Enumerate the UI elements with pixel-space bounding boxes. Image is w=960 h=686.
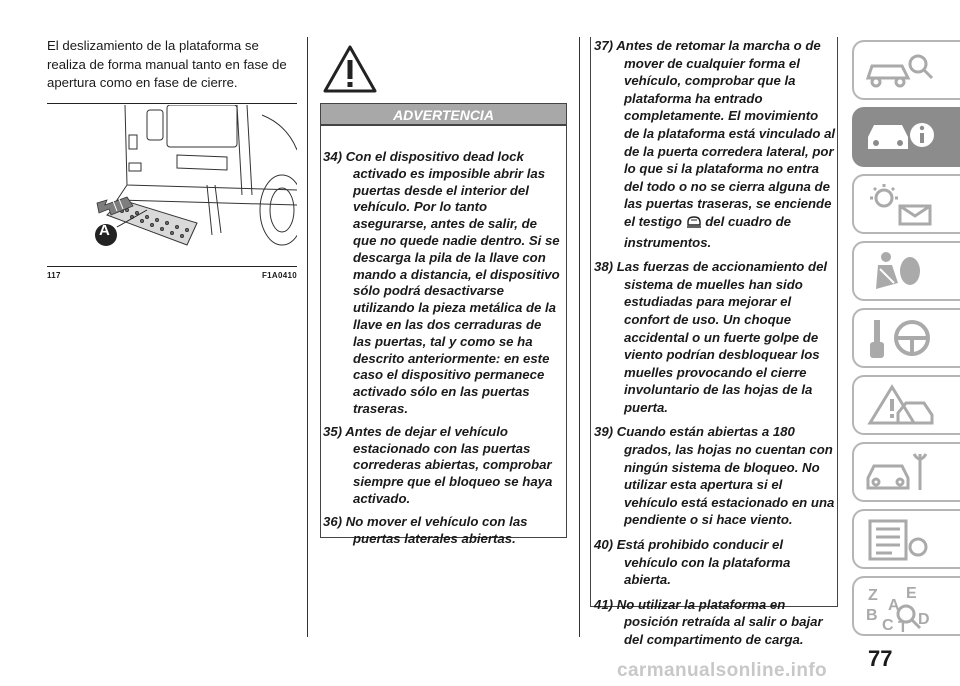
tab-warning-lights[interactable] xyxy=(852,174,960,234)
technical-data-icon xyxy=(862,517,942,563)
figure-number: 117 xyxy=(47,271,61,280)
svg-text:T: T xyxy=(898,619,908,634)
tab-maintenance[interactable] xyxy=(852,442,960,502)
figure-label-a: A xyxy=(99,222,110,239)
steering-wheel-key-icon xyxy=(862,316,942,362)
svg-text:B: B xyxy=(866,607,878,624)
svg-text:C: C xyxy=(882,617,894,634)
svg-text:D: D xyxy=(918,611,930,628)
warning-item-40: 40) Está prohibido conducir el vehículo con la plataforma abierta. xyxy=(594,537,791,588)
car-info-icon xyxy=(862,115,942,161)
van-platform-illustration xyxy=(47,105,297,265)
warning-item-35: 35) Antes de dejar el vehículo estacionado con las puertas correderas abiertas, comprobar siempre que el bloqueo se haya activado. xyxy=(323,423,553,506)
warning-item-41: 41) No utilizar la plataforma en posición retraída al salir o bajar del compartimento de carga. xyxy=(594,596,823,647)
tab-car-info[interactable] xyxy=(852,107,960,167)
car-search-icon xyxy=(862,48,942,94)
tab-technical-data[interactable] xyxy=(852,509,960,569)
warning-item-36: 36) No mover el vehículo con las puertas laterales abiertas. xyxy=(323,513,528,546)
warning-triangle-icon xyxy=(322,44,378,99)
tab-emergency[interactable] xyxy=(852,375,960,435)
figure-caption-divider xyxy=(47,266,297,267)
column-separator-1 xyxy=(307,37,308,637)
warning-lights-icon xyxy=(862,182,942,228)
tab-seat-airbag[interactable] xyxy=(852,241,960,301)
svg-text:E: E xyxy=(906,585,917,602)
alphabetical-index-icon xyxy=(862,584,942,634)
warning-title: ADVERTENCIA xyxy=(320,103,567,125)
watermark: carmanualsonline.info xyxy=(617,660,828,681)
warning-item-34: 34) Con el dispositivo dead lock activado es imposible abrir las puertas desde el interior del vehículo. Por lo tanto asegurarse, antes de salir, de que no quede nadie dentro. Si se descarga la pila de la llave con mando a distancia, el dispositivo sólo podrá desactivarse utilizando la pieza metálica de la llave en las dos cerraduras de las puertas, tal y como se ha descrito anteriormente: en este caso el dispositivo permanece activado sólo en las puertas traseras. xyxy=(323,149,560,416)
warning-item-39: 39) Cuando están abiertas a 180 grados, las hojas no cuentan con ningún sistema de bloqueo. No utilizar esta apertura si el vehículo está estacionado en una pendiente o si hace viento. xyxy=(594,424,835,528)
warning-items-continued xyxy=(594,37,836,656)
tab-car-search[interactable] xyxy=(852,40,960,100)
column-separator-2 xyxy=(579,37,580,637)
figure-code: F1A0410 xyxy=(262,271,298,280)
svg-text:Z: Z xyxy=(868,587,878,604)
car-maintenance-icon xyxy=(862,450,942,496)
emergency-triangle-icon xyxy=(862,383,942,429)
tab-steering-wheel-key[interactable] xyxy=(852,308,960,368)
seat-airbag-icon xyxy=(862,249,942,295)
page-number: 77 xyxy=(868,646,893,671)
platform-warning-light-icon xyxy=(686,215,702,234)
svg-text:A: A xyxy=(888,597,900,614)
warning-items xyxy=(323,149,563,553)
intro-divider xyxy=(47,103,297,104)
warning-item-38: 38) Las fuerzas de accionamiento del sistema de muelles han sido estudiadas para mejorar el confort de uso. Un choque accidental o un fuerte golpe de viento podrían desbloquear los muelles provocando el cierre involuntario de las hojas de la puerta. xyxy=(594,259,828,415)
intro-paragraph: El deslizamiento de la plataforma se realiza de forma manual tanto en fase de apertura como en fase de cierre. xyxy=(47,38,287,90)
tab-index[interactable] xyxy=(852,576,960,636)
warning-item-37: 37) Antes de retomar la marcha o de mover de cualquier forma el vehículo, comprobar que la plataforma ha entrado completamente. El movimiento de la plataforma está vinculado al de la puerta corredera lateral, por lo que si la plataforma no entra del todo o no se cierra alguna de las puertas traseras, se enciende el testigo del cuadro de instrumentos. xyxy=(594,38,836,250)
